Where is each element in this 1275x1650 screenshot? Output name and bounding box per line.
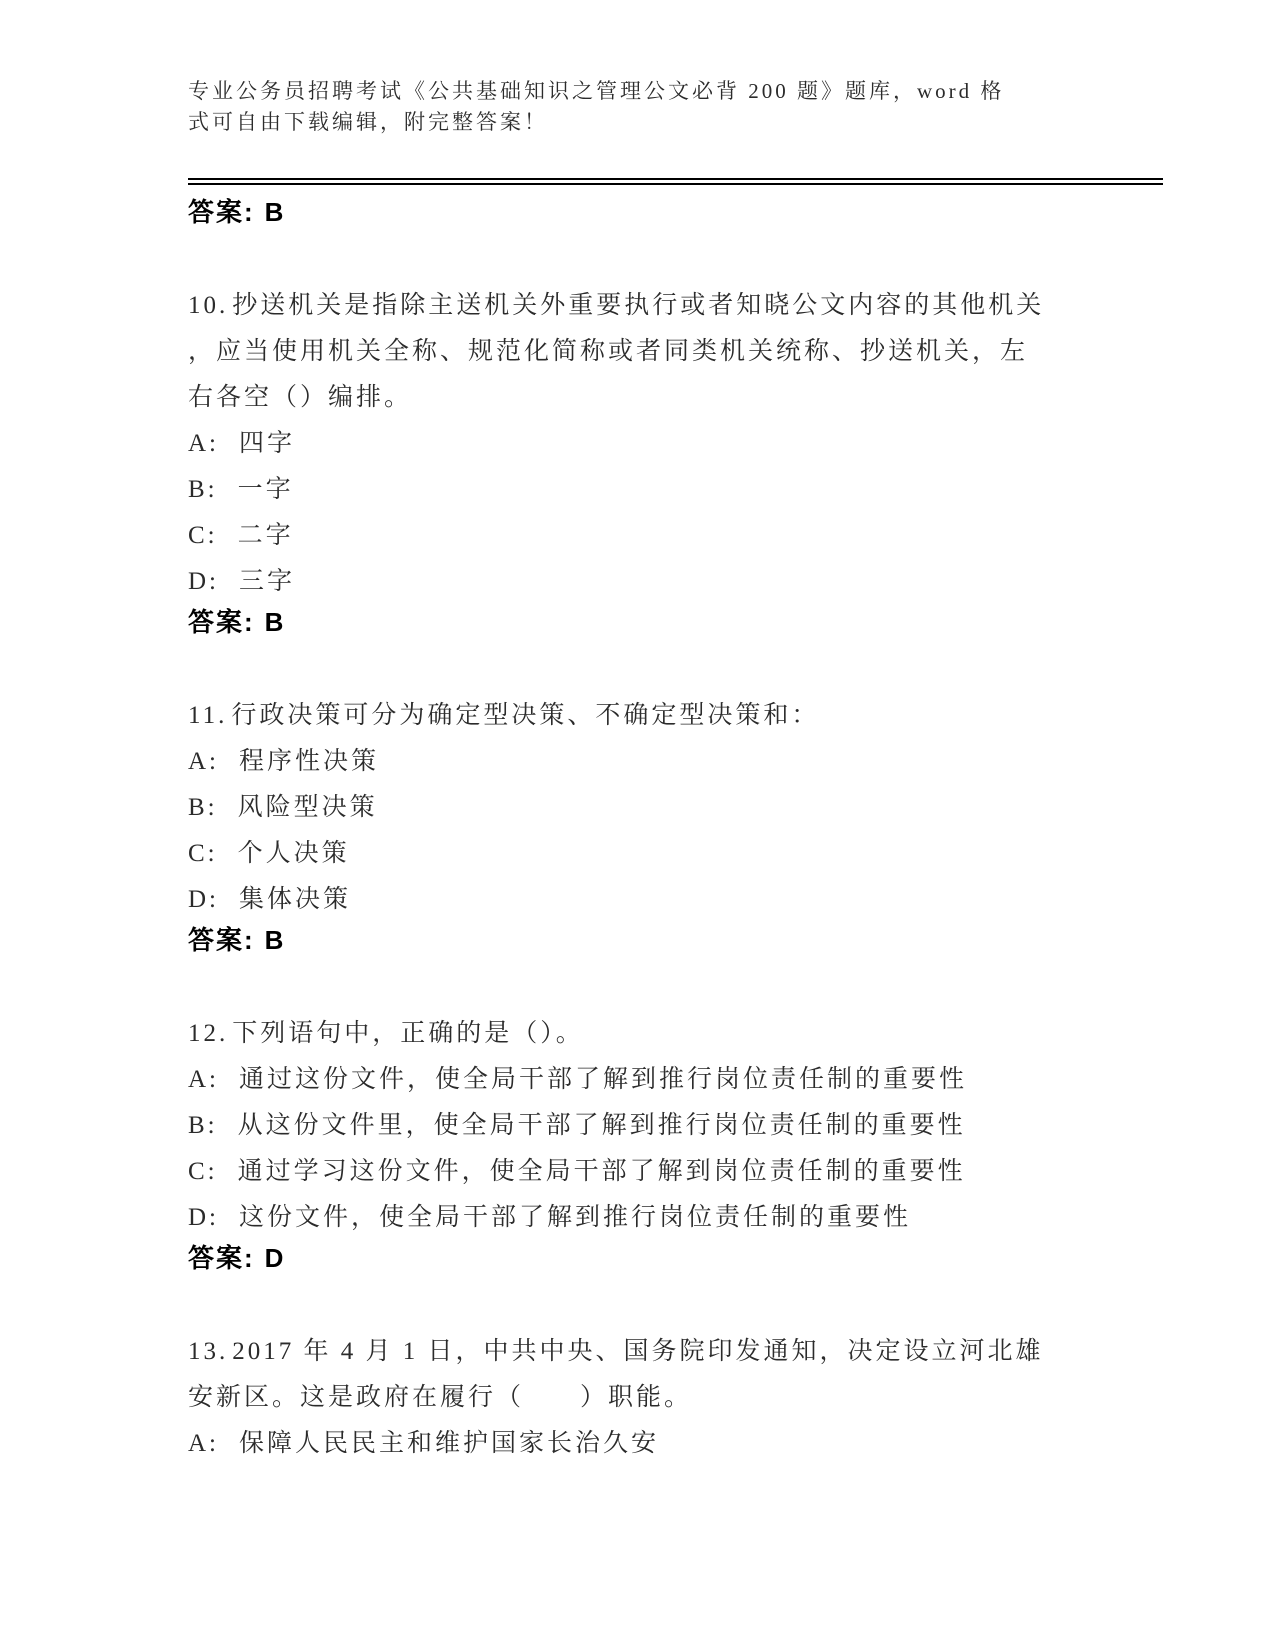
option-row xyxy=(188,559,1054,605)
answer-value: D xyxy=(264,1243,286,1273)
option-text: 通过学习这份文件，使全局干部了解到岗位责任制的重要性 xyxy=(237,1158,966,1185)
option-row xyxy=(188,877,1054,923)
option-row xyxy=(188,1421,1054,1467)
answer-value: B xyxy=(264,607,286,637)
option-label: C: xyxy=(188,840,218,867)
option-label: B: xyxy=(188,1112,218,1139)
option-label: A: xyxy=(188,1066,219,1093)
document-header xyxy=(188,76,1023,138)
question-block xyxy=(188,693,1054,957)
question-number: 11. xyxy=(188,702,228,729)
option-row xyxy=(188,421,1054,467)
question-list xyxy=(188,283,1054,1467)
option-text: 通过这份文件，使全局干部了解到推行岗位责任制的重要性 xyxy=(239,1066,968,1093)
option-text: 程序性决策 xyxy=(239,748,380,775)
question-text xyxy=(188,1011,1054,1057)
question-block xyxy=(188,1011,1054,1275)
option-label: A: xyxy=(188,748,219,775)
option-label: A: xyxy=(188,430,219,457)
option-text: 一字 xyxy=(237,476,294,503)
option-label: C: xyxy=(188,522,218,549)
answer-line xyxy=(188,1241,1054,1275)
option-row xyxy=(188,739,1054,785)
question-number: 12. xyxy=(188,1020,229,1047)
question-text xyxy=(188,1329,1054,1421)
option-text: 这份文件，使全局干部了解到推行岗位责任制的重要性 xyxy=(239,1204,912,1231)
option-text: 从这份文件里，使全局干部了解到推行岗位责任制的重要性 xyxy=(237,1112,966,1139)
page-content xyxy=(188,0,1163,1467)
option-label: B: xyxy=(188,476,218,503)
question-text xyxy=(188,283,1054,421)
option-row xyxy=(188,467,1054,513)
option-label: A: xyxy=(188,1430,219,1457)
answer-value: B xyxy=(264,925,286,955)
question-block xyxy=(188,283,1054,639)
question-block xyxy=(188,1329,1054,1467)
question-text xyxy=(188,693,1054,739)
option-text: 保障人民民主和维护国家长治久安 xyxy=(239,1430,660,1457)
option-label: D: xyxy=(188,886,219,913)
question-body: 抄送机关是指除主送机关外重要执行或者知晓公文内容的其他机关，应当使用机关全称、规范化简称或者同类机关统称、抄送机关，左右各空（）编排。 xyxy=(188,292,1045,411)
question-body: 行政决策可分为确定型决策、不确定型决策和： xyxy=(231,702,820,729)
option-row xyxy=(188,1103,1054,1149)
option-text: 集体决策 xyxy=(239,886,352,913)
question-number: 13. xyxy=(188,1338,229,1365)
answer-line xyxy=(188,195,1054,229)
answer-label: 答案: xyxy=(188,197,255,227)
option-text: 二字 xyxy=(237,522,294,549)
option-label: B: xyxy=(188,794,218,821)
option-label: D: xyxy=(188,1204,219,1231)
option-text: 风险型决策 xyxy=(237,794,378,821)
option-label: D: xyxy=(188,568,219,595)
option-row xyxy=(188,1057,1054,1103)
option-row xyxy=(188,1195,1054,1241)
option-text: 四字 xyxy=(239,430,296,457)
option-row xyxy=(188,785,1054,831)
option-row xyxy=(188,831,1054,877)
option-label: C: xyxy=(188,1158,218,1185)
answer-value: B xyxy=(264,197,286,227)
answer-line xyxy=(188,605,1054,639)
answer-line xyxy=(188,923,1054,957)
answer-label: 答案: xyxy=(188,607,255,637)
option-text: 三字 xyxy=(239,568,296,595)
answer-label: 答案: xyxy=(188,1243,255,1273)
option-row xyxy=(188,513,1054,559)
header-divider xyxy=(188,178,1163,185)
option-row xyxy=(188,1149,1054,1195)
question-body: 下列语句中，正确的是（）。 xyxy=(232,1020,584,1047)
answer-label: 答案: xyxy=(188,925,255,955)
question-body: 2017 年 4 月 1 日，中共中央、国务院印发通知，决定设立河北雄安新区。这是政府在履行（ ）职能。 xyxy=(188,1338,1044,1411)
header-title: 专业公务员招聘考试《公共基础知识之管理公文必背 200 题》题库，word 格式可自由下载编辑，附完整答案！ xyxy=(188,79,1005,134)
question-number: 10. xyxy=(188,292,229,319)
option-text: 个人决策 xyxy=(237,840,350,867)
document-body xyxy=(188,195,1054,1467)
